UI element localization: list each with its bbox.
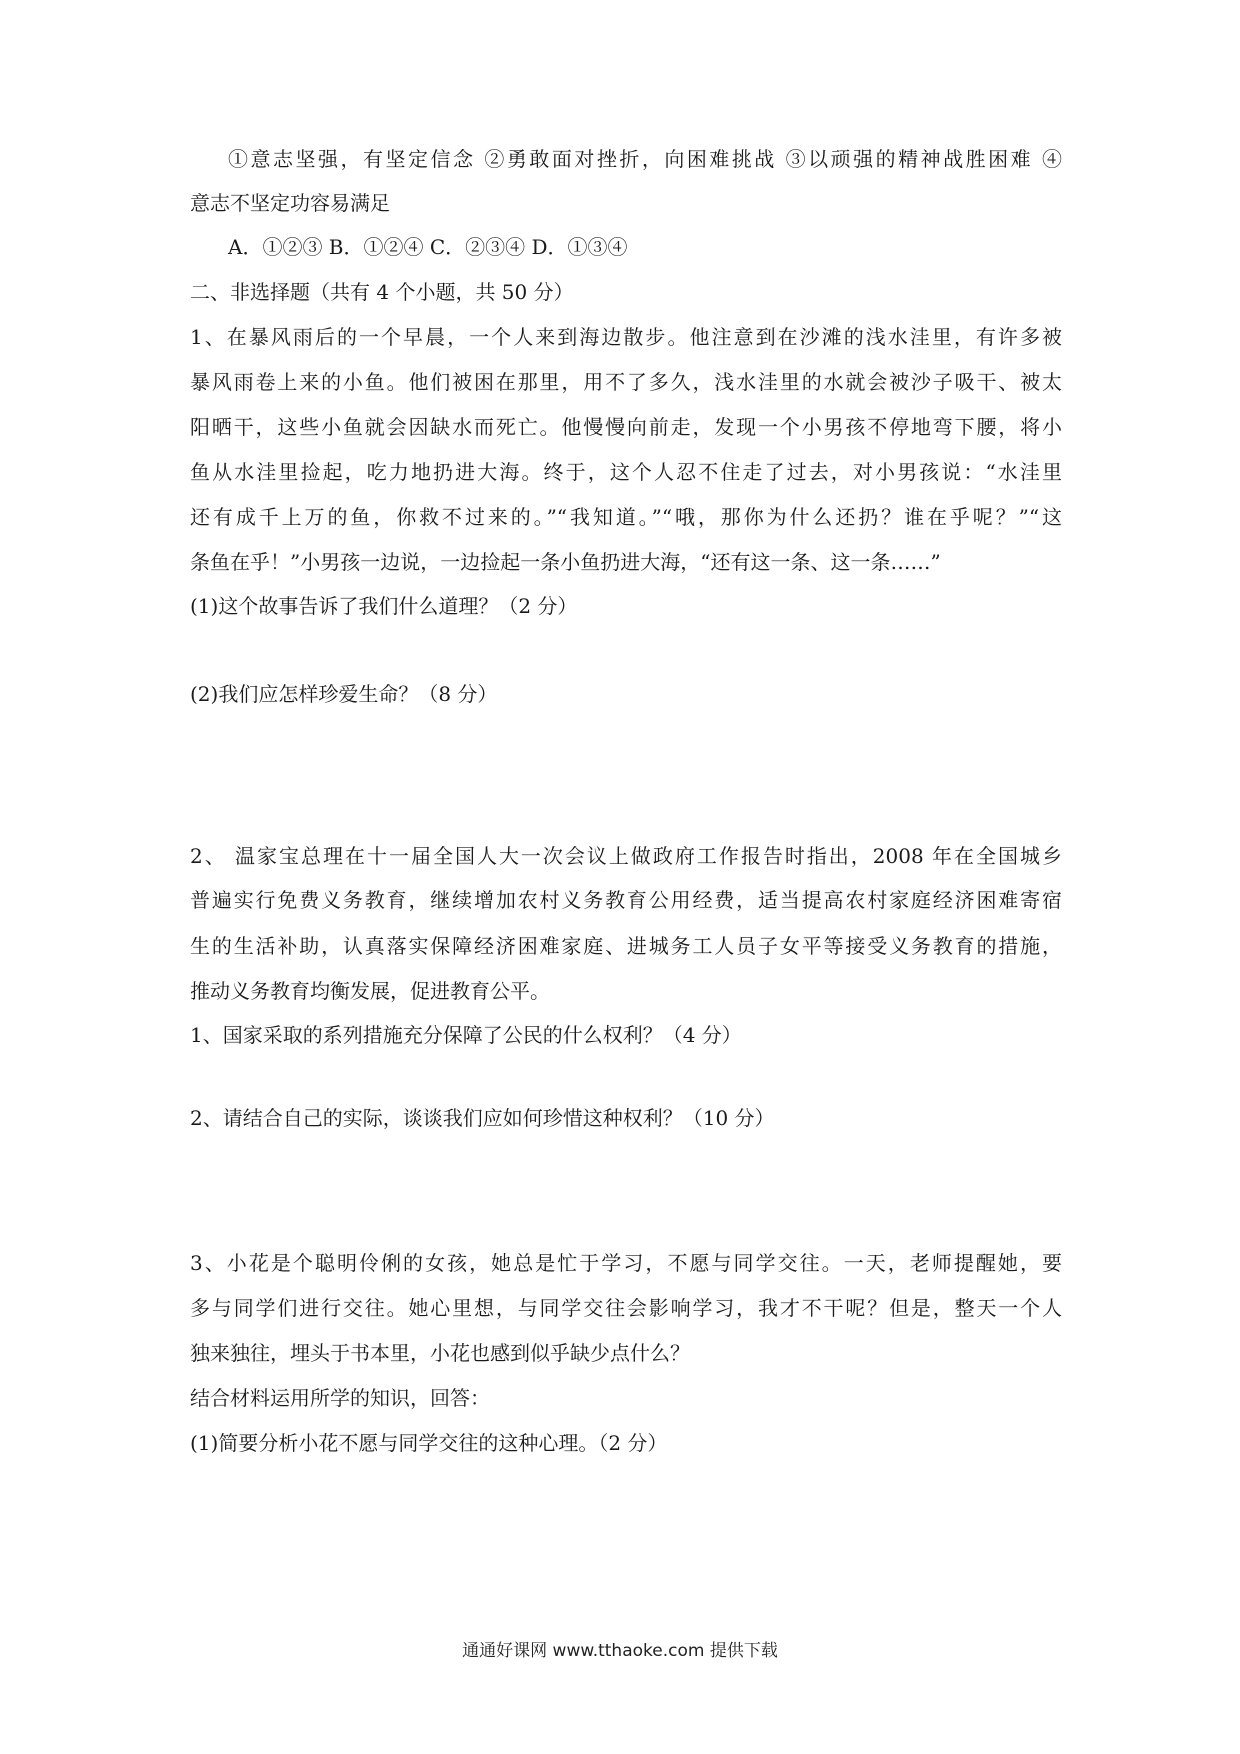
q2-sub-question-2: 2、请结合自己的实际，谈谈我们应如何珍惜这种权利？（10 分） [190,1106,775,1130]
q1-line-4: 鱼从水洼里捡起，吃力地扔进大海。终于，这个人忍不住走了过去，对小男孩说：“水洼里 [190,460,1062,484]
section-title: 二、非选择题（共有 4 个小题，共 50 分） [190,280,574,304]
q3-sub-question-1: (1)简要分析小花不愿与同学交往的这种心理。（2 分） [190,1431,668,1455]
q1-sub-question-2: (2)我们应怎样珍爱生命？（8 分） [190,682,498,706]
q3-line-3: 独来独往，埋头于书本里，小花也感到似乎缺少点什么？ [190,1341,690,1365]
q2-line-4: 推动义务教育均衡发展，促进教育公平。 [190,979,550,1003]
options-line-2: 意志不坚定功容易满足 [190,191,390,215]
q1-line-3: 阳晒干，这些小鱼就会因缺水而死亡。他慢慢向前走，发现一个小男孩不停地弯下腰，将小 [190,415,1062,439]
q1-line-5: 还有成千上万的鱼，你救不过来的。”“我知道。”“哦，那你为什么还扔？谁在乎呢？”“这 [190,505,1062,529]
q3-intro: 结合材料运用所学的知识，回答： [190,1386,490,1410]
page-footer: 通通好课网 www.tthaoke.com 提供下载 [462,1641,778,1661]
answer-choices: A．①②③ B．①②④ C．②③④ D．①③④ [228,235,628,259]
q1-line-6: 条鱼在乎！”小男孩一边说，一边捡起一条小鱼扔进大海，“还有这一条、这一条……” [190,550,941,574]
q2-sub-question-1: 1、国家采取的系列措施充分保障了公民的什么权利？（4 分） [190,1023,742,1047]
q3-line-2: 多与同学们进行交往。她心里想，与同学交往会影响学习，我才不干呢？但是，整天一个人 [190,1296,1062,1320]
q2-line-2: 普遍实行免费义务教育，继续增加农村义务教育公用经费，适当提高农村家庭经济困难寄宿 [190,888,1062,912]
q3-line-1: 3、小花是个聪明伶俐的女孩，她总是忙于学习，不愿与同学交往。一天，老师提醒她，要 [190,1251,1062,1275]
q1-sub-question-1: (1)这个故事告诉了我们什么道理？（2 分） [190,594,578,618]
q2-line-3: 生的生活补助，认真落实保障经济困难家庭、进城务工人员子女平等接受义务教育的措施， [190,934,1062,958]
q1-line-2: 暴风雨卷上来的小鱼。他们被困在那里，用不了多久，浅水洼里的水就会被沙子吸干、被太 [190,370,1062,394]
options-line-1: ①意志坚强，有坚定信念 ②勇敢面对挫折，向困难挑战 ③以顽强的精神战胜困难 ④ [228,147,1062,171]
q1-line-1: 1、在暴风雨后的一个早晨，一个人来到海边散步。他注意到在沙滩的浅水洼里，有许多被 [190,325,1062,349]
q2-line-1: 2、 温家宝总理在十一届全国人大一次会议上做政府工作报告时指出，2008 年在全国城乡 [190,844,1062,868]
